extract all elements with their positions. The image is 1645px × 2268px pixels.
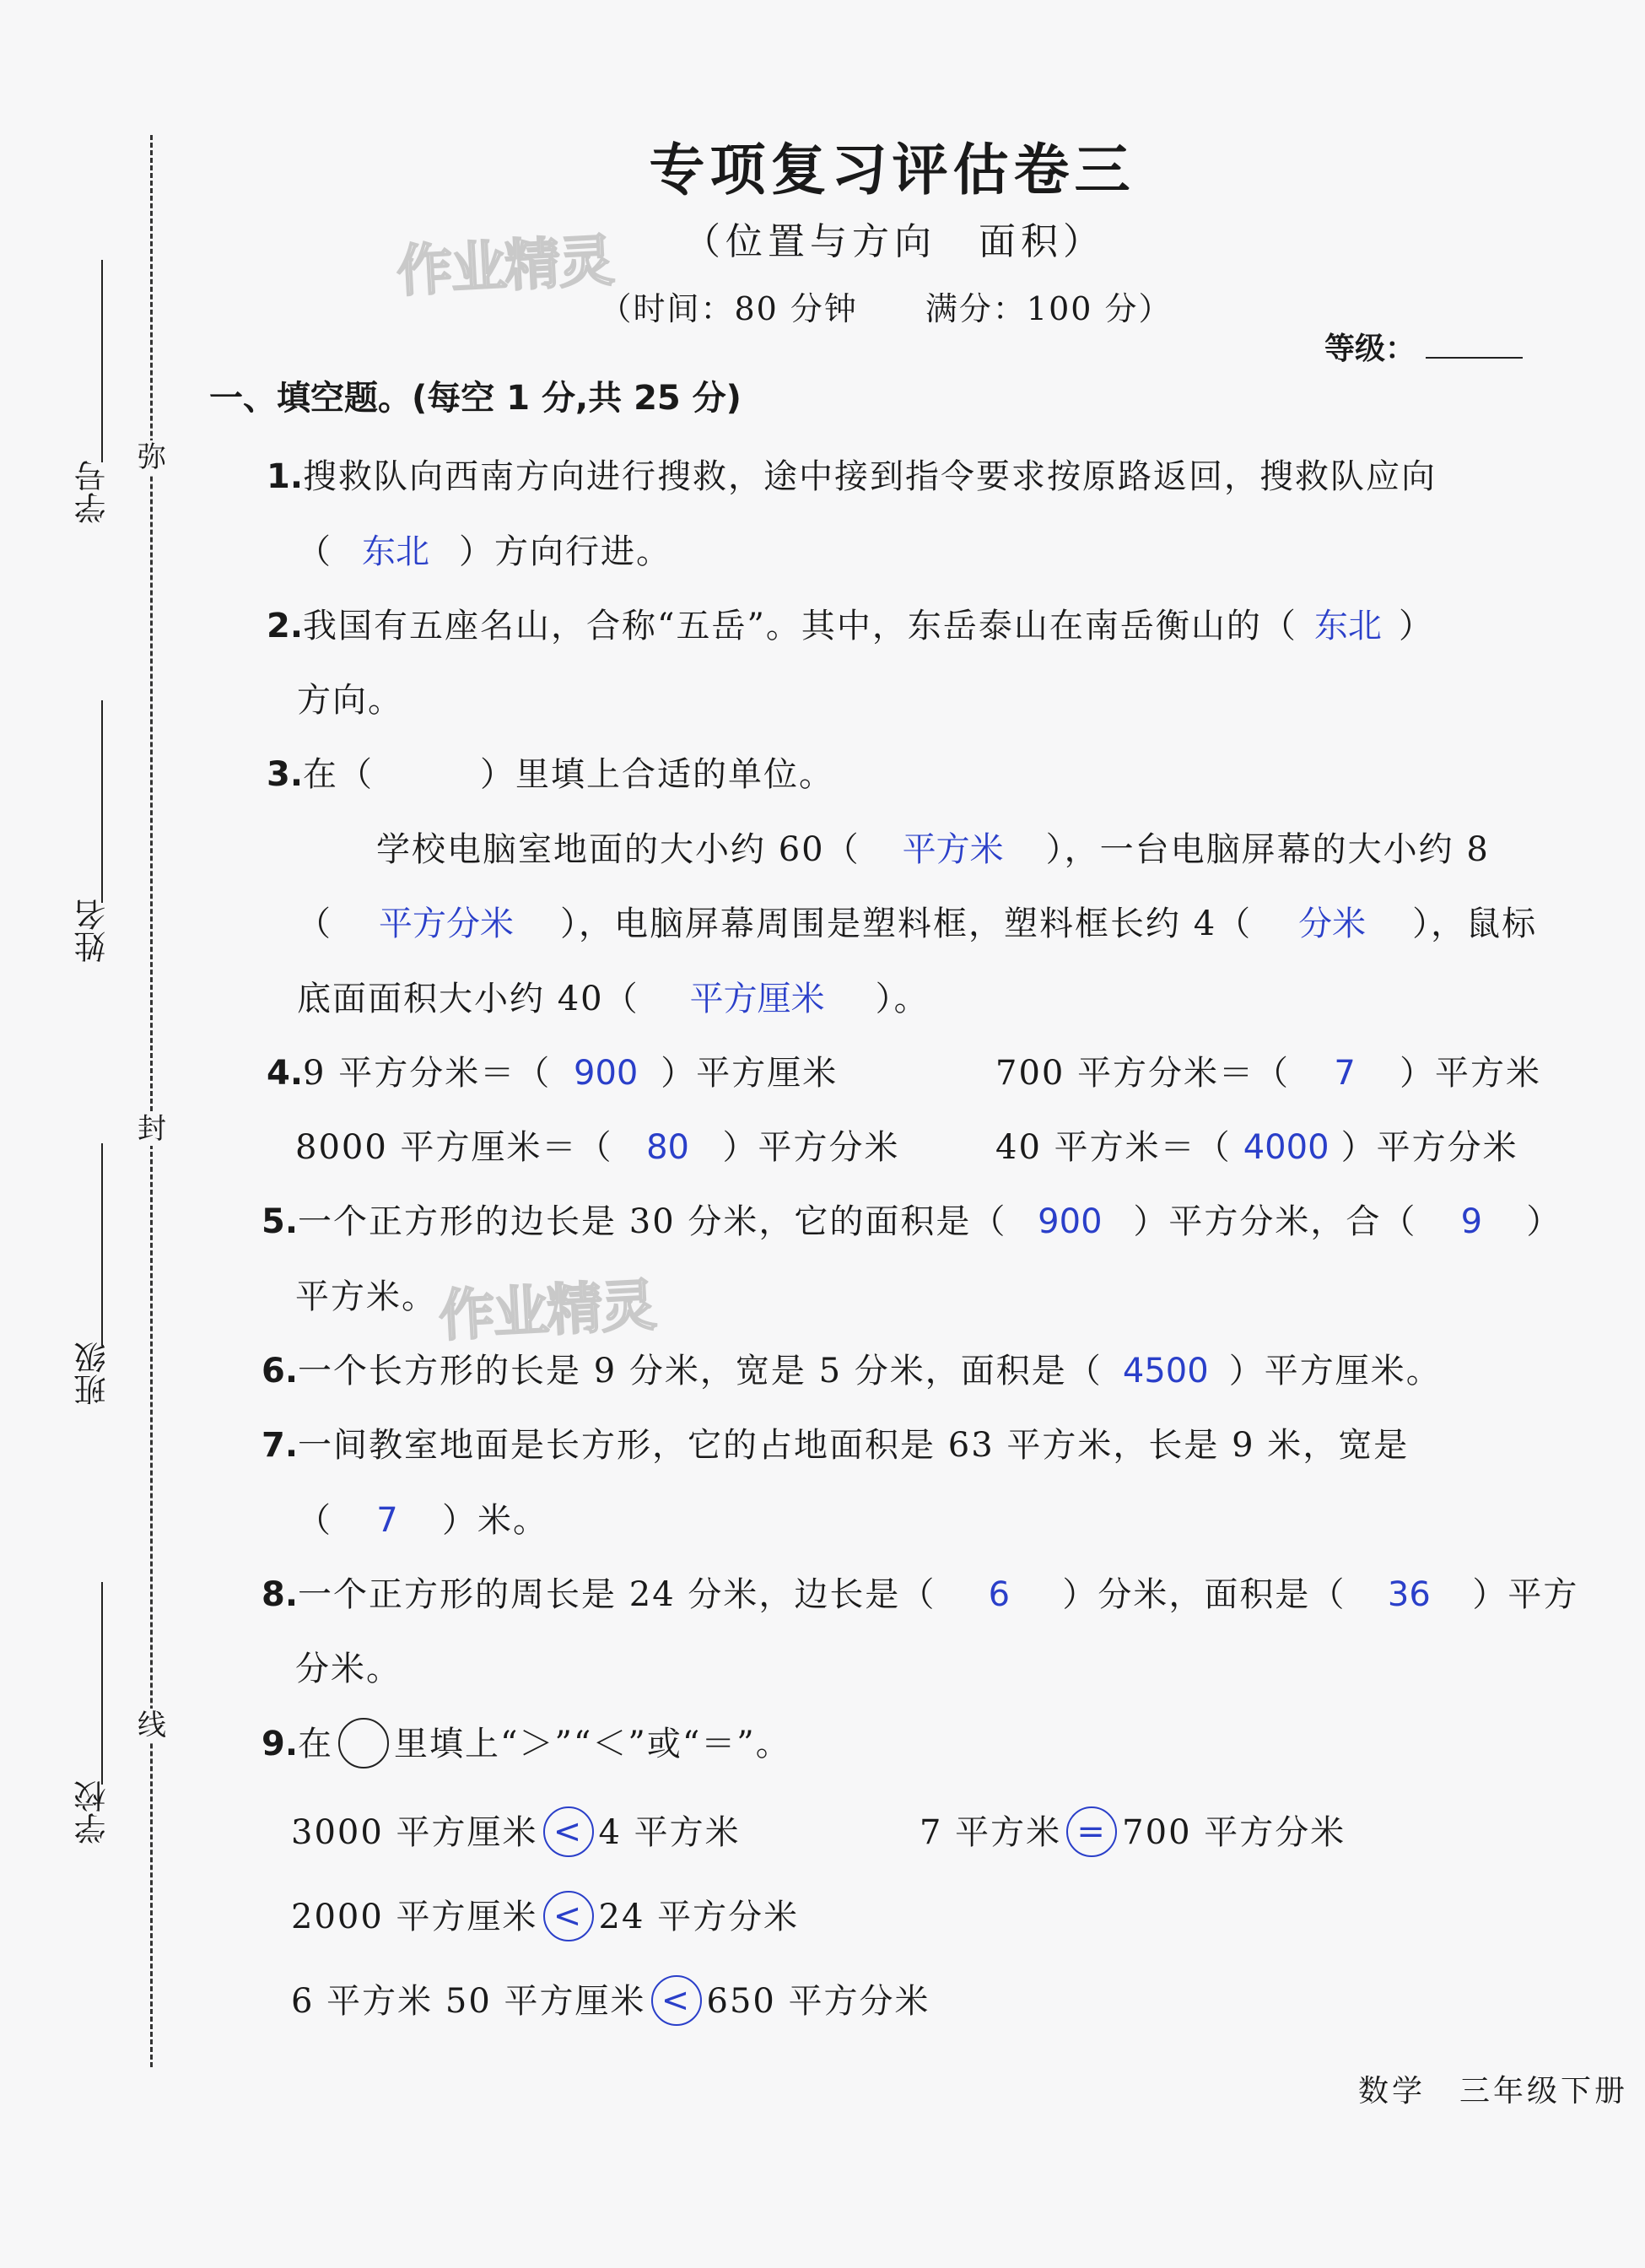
compare-answer-circle: < (543, 1891, 594, 1941)
question-text: ），鼠标 (1412, 904, 1538, 943)
question-1 (267, 450, 1437, 498)
answer: 东北 (1313, 607, 1382, 645)
page-title: 专项复习评估卷三 (649, 137, 1135, 202)
time-info: （时间：80 分钟 满分：100 分） (599, 290, 1173, 327)
answer: 7 (376, 1501, 398, 1540)
answer: 900 (1038, 1202, 1103, 1241)
compare-left: 2000 平方厘米 (291, 1898, 538, 1936)
answer: 80 (646, 1128, 689, 1167)
question-text: ）平方分米 (722, 1128, 900, 1167)
compare-right: 700 平方分米 (1122, 1813, 1346, 1852)
school-blank (101, 1582, 103, 1785)
answer: 7 (1334, 1054, 1356, 1093)
compare-row-1 (291, 1806, 741, 1860)
section-title: 一、填空题。(每空 1 分,共 25 分) (209, 379, 742, 418)
question-text: ），电脑屏幕周围是塑料框，塑料框长约 4（ (560, 904, 1253, 943)
question-text: 一个正方形的边长是 30 分米，它的面积是（ (298, 1202, 1007, 1241)
student-id-label-text: 学号 (74, 460, 111, 524)
compare-right: 650 平方分米 (706, 1982, 930, 2021)
question-text: 我国有五座名山，合称“五岳”。其中，东岳泰山在南岳衡山的（ (303, 607, 1297, 645)
question-4-part1 (267, 1046, 838, 1094)
answer: 平方米 (902, 830, 1004, 869)
answer: 6 (988, 1575, 1011, 1614)
question-number: 3. (267, 755, 304, 794)
question-number: 1. (267, 457, 304, 496)
question-text: ）平方米 (1400, 1054, 1542, 1093)
question-text: ）方向行进。 (459, 532, 671, 571)
question-number: 5. (262, 1202, 299, 1241)
compare-left: 7 平方米 (920, 1813, 1062, 1852)
class-label-text: 班级 (74, 1342, 111, 1406)
bracket-open: （ (297, 1501, 332, 1540)
question-text: 40 平方米＝（ (995, 1128, 1232, 1167)
question-text: 搜救队向西南方向进行搜救，途中接到指令要求按原路返回，搜救队应向 (303, 457, 1437, 496)
question-text: ）平方 (1472, 1575, 1579, 1614)
school-label (72, 1780, 114, 1844)
compare-row-4 (291, 1974, 930, 2029)
compare-answer-circle: < (543, 1806, 594, 1857)
question-text: 在 (298, 1725, 334, 1763)
question-5-line2: 平方米。 (295, 1277, 437, 1316)
class-blank (101, 1143, 103, 1346)
comparison-circle-example (338, 1718, 389, 1768)
grade-field (1324, 325, 1523, 368)
question-text: 9 平方分米＝（ (303, 1054, 552, 1093)
student-id-blank (101, 260, 103, 462)
question-text: 在（ ）里填上合适的单位。 (303, 755, 835, 794)
compare-answer-circle: = (1066, 1806, 1117, 1857)
question-8 (262, 1568, 1578, 1616)
bracket-close: ） (1398, 607, 1434, 645)
footer-text: 数学 三年级下册 (1358, 2074, 1629, 2109)
answer: 东北 (362, 532, 429, 571)
question-text: ）平方厘米 (661, 1054, 839, 1093)
compare-row-2 (920, 1806, 1346, 1860)
question-text: ），一台电脑屏幕的大小约 8 (1045, 830, 1490, 869)
compare-left: 6 平方米 50 平方厘米 (291, 1982, 646, 2021)
watermark-top: 作业精灵 (395, 228, 615, 305)
question-number: 4. (267, 1054, 304, 1093)
question-3-line1 (376, 823, 1490, 871)
question-text: 一个正方形的周长是 24 分米，边长是（ (298, 1575, 936, 1614)
question-1-line2 (297, 525, 671, 573)
question-text: 学校电脑室地面的大小约 60（ (376, 830, 860, 869)
name-label (72, 899, 114, 963)
question-2-line2: 方向。 (297, 681, 403, 720)
page-subtitle: （位置与方向 面积） (683, 220, 1105, 263)
question-8-line2: 分米。 (295, 1650, 402, 1688)
name-blank (101, 700, 103, 903)
seal-char-mi: 弥 (135, 440, 169, 474)
answer: 4500 (1122, 1352, 1209, 1390)
question-3-line3 (297, 972, 930, 1020)
question-text: 底面面积大小约 40（ (297, 980, 639, 1018)
bracket-open: （ (297, 904, 332, 943)
question-text: ）分米，面积是（ (1062, 1575, 1346, 1614)
question-7-line2 (297, 1493, 548, 1542)
answer: 平方分米 (379, 904, 514, 943)
question-number: 6. (262, 1352, 299, 1390)
question-3 (267, 748, 834, 796)
compare-row-3 (291, 1890, 799, 1945)
question-7 (262, 1418, 1409, 1466)
answer: 平方厘米 (689, 980, 825, 1018)
question-2 (267, 599, 1434, 647)
question-text: 里填上“＞”“＜”或“＝”。 (394, 1725, 791, 1763)
answer: 分米 (1298, 904, 1367, 943)
class-label (72, 1342, 114, 1406)
grade-blank (1426, 333, 1523, 359)
name-label-text: 姓名 (74, 899, 111, 963)
compare-right: 24 平方分米 (598, 1898, 800, 1936)
watermark-middle: 作业精灵 (437, 1272, 657, 1349)
question-4-part3 (295, 1120, 900, 1169)
question-9 (262, 1717, 791, 1772)
binding-dashed-line (150, 135, 153, 2067)
compare-answer-circle: < (651, 1975, 702, 2026)
answer: 36 (1387, 1575, 1431, 1614)
grade-label: 等级： (1324, 332, 1416, 366)
question-number: 9. (262, 1725, 299, 1763)
seal-char-feng: 封 (135, 1112, 169, 1146)
question-text: 8000 平方厘米＝（ (295, 1128, 613, 1167)
bracket-open: （ (297, 532, 332, 571)
question-text: 700 平方分米＝（ (995, 1054, 1291, 1093)
school-label-text: 学校 (74, 1780, 111, 1844)
question-number: 2. (267, 607, 304, 645)
student-id-label (72, 460, 114, 524)
question-text: ）米。 (442, 1501, 548, 1540)
question-4-part2 (995, 1046, 1541, 1094)
question-text: 一间教室地面是长方形，它的占地面积是 63 平方米，长是 9 米，宽是 (298, 1426, 1410, 1465)
compare-right: 4 平方米 (598, 1813, 741, 1852)
seal-char-xian: 线 (135, 1709, 169, 1742)
question-6 (262, 1344, 1442, 1392)
question-text: ）平方分米，合（ (1133, 1202, 1417, 1241)
compare-left: 3000 平方厘米 (291, 1813, 538, 1852)
question-text: ）。 (875, 980, 930, 1018)
answer: 900 (574, 1054, 639, 1093)
question-text: 一个长方形的长是 9 分米，宽是 5 分米，面积是（ (298, 1352, 1103, 1390)
question-number: 7. (262, 1426, 299, 1465)
bracket-close: ） (1526, 1202, 1562, 1241)
question-5 (262, 1195, 1561, 1243)
question-text: ）平方分米 (1340, 1128, 1518, 1167)
answer: 4000 (1243, 1128, 1329, 1167)
question-number: 8. (262, 1575, 299, 1614)
question-text: ）平方厘米。 (1228, 1352, 1442, 1390)
question-4-part4 (995, 1120, 1518, 1169)
answer: 9 (1460, 1202, 1483, 1241)
question-3-line2 (297, 897, 1537, 945)
